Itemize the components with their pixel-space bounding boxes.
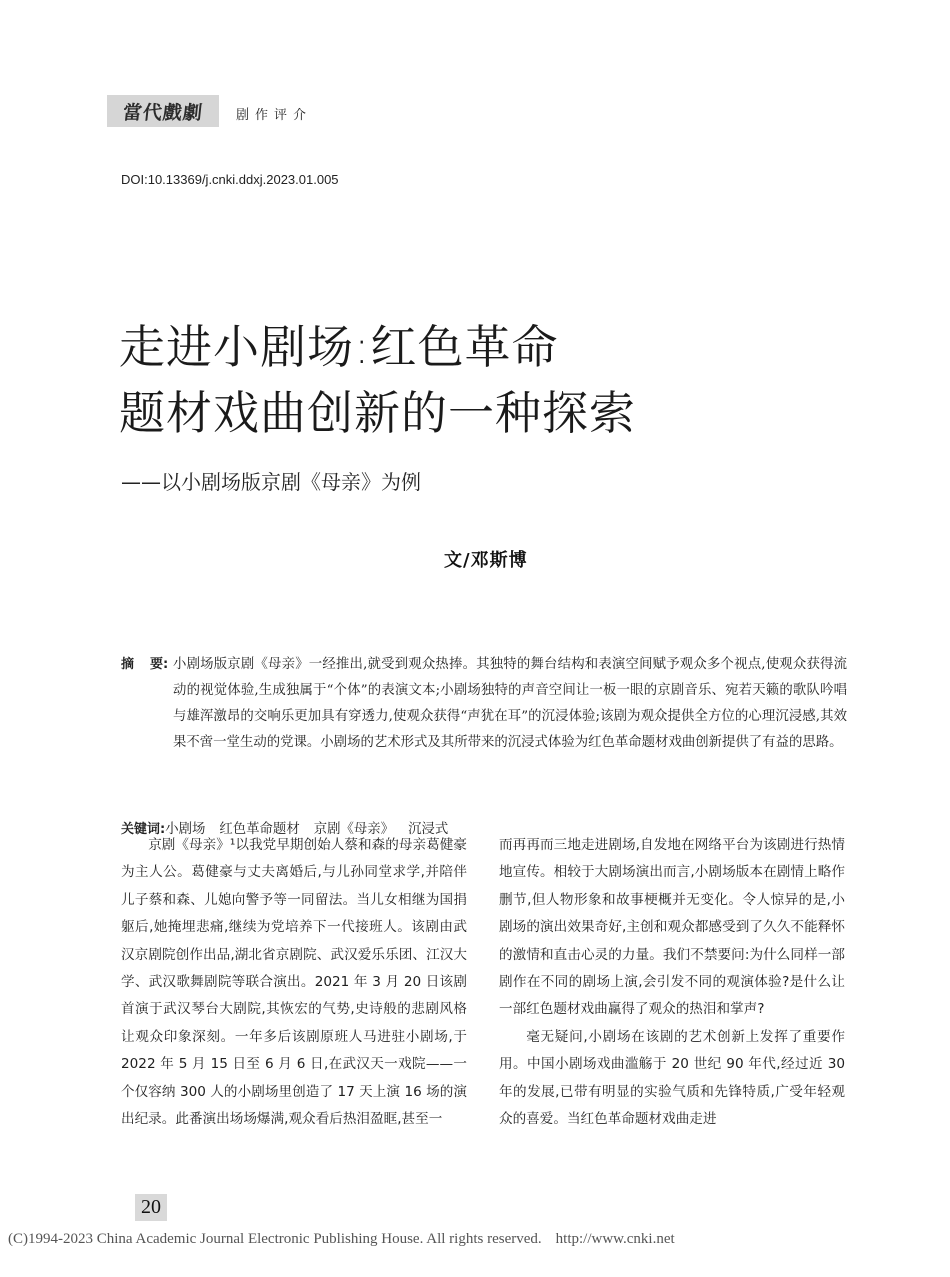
author: 文/邓斯博	[444, 550, 528, 571]
article-title	[119, 314, 636, 446]
page-number: 20	[135, 1194, 167, 1221]
abstract-label-a: 摘	[121, 657, 135, 672]
footer-copyright: (C)1994-2023 China Academic Journal Electronic Publishing House. All rights reserved.	[8, 1231, 542, 1247]
footer	[8, 1231, 675, 1248]
body-left-column	[121, 832, 467, 1133]
body-paragraph: 而再再而三地走进剧场,自发地在网络平台为该剧进行热情地宣传。相较于大剧场演出而言,小剧场版本在剧情上略作删节,但人物形象和故事梗概并无变化。令人惊异的是,小剧场的演出效果奇好,主创和观众都感受到了久久不能释怀的激情和直击心灵的力量。我们不禁要问:为什么同样一部剧作在不同的剧场上演,会引发不同的观演体验?是什么让一部红色题材戏曲赢得了观众的热泪和掌声?	[499, 837, 845, 1018]
journal-logo	[107, 95, 219, 127]
abstract-label	[121, 652, 173, 678]
keyword-item: 小剧场	[165, 822, 206, 837]
abstract-label-b: 要:	[150, 657, 169, 672]
keyword-item: 沉浸式	[408, 822, 449, 837]
abstract-text: 小剧场版京剧《母亲》一经推出,就受到观众热捧。其独特的舞台结构和表演空间赋予观众多个视点,使观众获得流动的视觉体验,生成独属于“个体”的表演文本;小剧场独特的声音空间让一板一眼的京剧音乐、宛若天籁的歌队吟唱与雄浑激昂的交响乐更加具有穿透力,使观众获得“声犹在耳”的沉浸体验;该剧为观众提供全方位的心理沉浸感,其效果不啻一堂生动的党课。小剧场的艺术形式及其所带来的沉浸式体验为红色革命题材戏曲创新提供了有益的思路。	[173, 657, 847, 750]
title-line-1: 走进小剧场:红色革命	[119, 320, 559, 374]
body-right-column	[499, 832, 845, 1133]
keyword-item: 红色革命题材	[219, 822, 300, 837]
keywords-label: 关键词:	[121, 822, 166, 837]
body-paragraph: 毫无疑问,小剧场在该剧的艺术创新上发挥了重要作用。中国小剧场戏曲滥觞于 20 世纪 90 年代,经过近 30 年的发展,已带有明显的实验气质和先锋特质,广受年轻观众的喜爱。当红色革命题材戏曲走进	[499, 1028, 845, 1128]
doi: DOI:10.13369/j.cnki.ddxj.2023.01.005	[121, 172, 339, 187]
title-line-2: 题材戏曲创新的一种探索	[119, 386, 636, 440]
journal-logo-text: 當代戲劇	[121, 101, 204, 124]
section-label: 剧作评介	[236, 108, 313, 123]
abstract	[121, 652, 847, 756]
footer-url[interactable]: http://www.cnki.net	[555, 1231, 675, 1247]
keyword-item: 京剧《母亲》	[313, 822, 395, 837]
body-paragraph: 京剧《母亲》¹以我党早期创始人蔡和森的母亲葛健豪为主人公。葛健豪与丈夫离婚后,与儿孙同堂求学,并陪伴儿子蔡和森、儿媳向警予等一同留法。当儿女相继为国捐躯后,她掩埋悲痛,继续为党培养下一代接班人。该剧由武汉京剧院创作出品,湖北省京剧院、武汉爱乐乐团、江汉大学、武汉歌舞剧院等联合演出。2021 年 3 月 20 日该剧首演于武汉琴台大剧院,其恢宏的气势,史诗般的悲剧风格让观众印象深刻。一年多后该剧原班人马进驻小剧场,于 2022 年 5 月 15 日至 6 月 6 日,在武汉天一戏院——一个仅容纳 300 人的小剧场里创造了 17 天上演 16 场的演出纪录。此番演出场场爆满,观众看后热泪盈眶,甚至一	[121, 837, 467, 1128]
article-subtitle: ——以小剧场版京剧《母亲》为例	[121, 470, 421, 494]
